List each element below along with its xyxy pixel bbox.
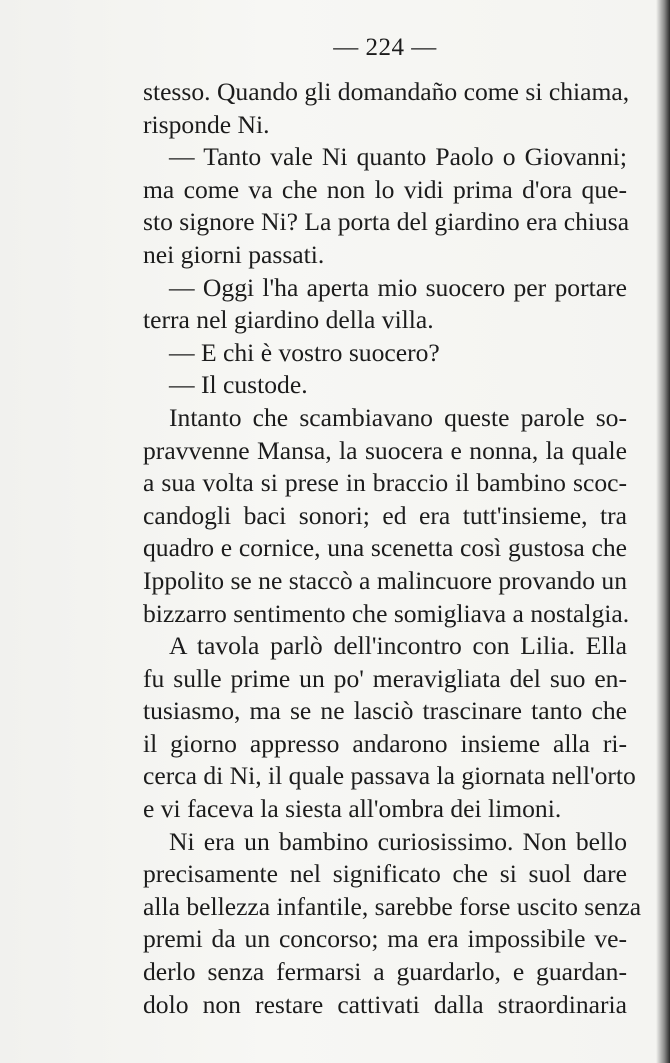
text-line: Ni era un bambino curiosissimo. Non bello	[169, 826, 627, 856]
text-line: terra nel giardino della villa.	[143, 305, 434, 335]
text-line: cerca di Ni, il quale passava la giornata nell'orto	[143, 761, 636, 791]
text-line: il giorno appresso andarono insieme alla ri-	[143, 728, 627, 758]
text-line: candogli baci sonori; ed era tutt'insieme, tra	[143, 500, 627, 530]
page-edge-shadow	[656, 0, 670, 1063]
text-line: A tavola parlò dell'incontro con Lilia. Ella	[169, 631, 627, 661]
text-line: e vi faceva la siesta all'ombra dei limoni.	[143, 794, 562, 824]
text-line: — Il custode.	[169, 370, 308, 400]
text-line: sto signore Ni? La porta del giardino era chiusa	[143, 207, 630, 237]
text-line: quadro e cornice, una scenetta così gustosa che	[143, 533, 627, 563]
text-line: — E chi è vostro suocero?	[169, 337, 440, 367]
text-line: precisamente nel significato che si suol dare	[143, 859, 627, 889]
text-line: stesso. Quando gli domandaño come si chiama,	[143, 77, 630, 106]
text-line: risponde Ni.	[143, 109, 270, 139]
text-line: — Tanto vale Ni quanto Paolo o Giovanni;	[169, 142, 627, 172]
text-line: derlo senza fermarsi a guardarlo, e guardan-	[143, 957, 627, 987]
text-line: — Oggi l'ha aperta mio suocero per portare	[169, 272, 627, 302]
text-line: alla bellezza infantile, sarebbe forse uscito senza	[143, 891, 642, 921]
text-line: bizzarro sentimento che somigliava a nostalgia.	[143, 598, 630, 628]
text-line: ma come va che non lo vidi prima d'ora que-	[143, 174, 627, 204]
text-line: Ippolito se ne staccò a malincuore provando un	[143, 565, 627, 595]
text-line: nei giorni passati.	[143, 239, 325, 269]
text-line: a sua volta si prese in braccio il bambino scoc-	[143, 468, 627, 498]
text-line: fu sulle prime un po' meravigliata del suo en-	[143, 663, 627, 693]
body-text	[143, 76, 642, 1021]
page-number: — 224 —	[333, 34, 437, 61]
text-line: premi da un concorso; ma era impossibile ve-	[143, 924, 627, 954]
text-line: pravvenne Mansa, la suocera e nonna, la quale	[143, 435, 627, 465]
text-line: Intanto che scambiavano queste parole so-	[169, 402, 627, 432]
text-line: dolo non restare cattivati dalla straordinaria	[143, 989, 627, 1019]
text-line: tusiasmo, ma se ne lasciò trascinare tanto che	[143, 696, 627, 726]
